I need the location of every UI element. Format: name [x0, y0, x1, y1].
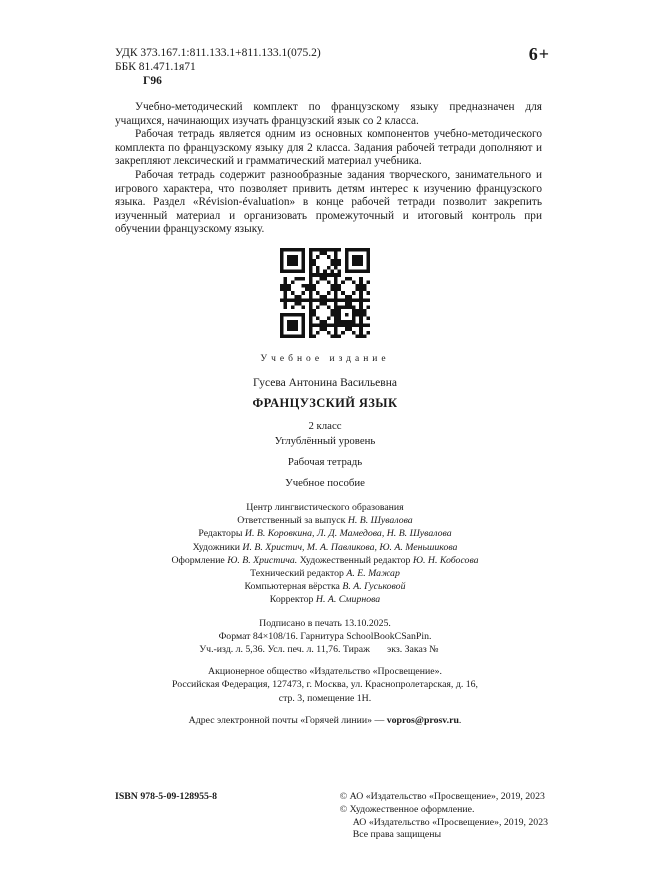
age-rating-badge: 6+ — [528, 44, 550, 64]
credits-block — [0, 501, 650, 607]
text-line: Акционерное общество «Издательство «Просвещение». — [208, 666, 442, 678]
bibliographic-codes — [0, 0, 650, 88]
qr-code-wrap — [0, 248, 650, 343]
text-line: стр. 3, помещение 1Н. — [278, 692, 372, 704]
annotation-paragraph: Учебно-методический комплект по французскому языку предназначен для учащихся, начинающих изучать французский язык со 2 класса. — [115, 101, 542, 127]
isbn: ISBN 978-5-09-128955-8 — [115, 791, 218, 802]
subtitle-block — [0, 420, 650, 489]
edition-type-label: Учебное издание — [260, 353, 390, 364]
text-line: Корректор Н. А. Смирнова — [269, 594, 381, 606]
author-sign-code: Г96 — [143, 75, 162, 87]
copyright-block — [340, 791, 548, 842]
copyright-line: Все права защищены — [352, 829, 442, 841]
text-line: Редакторы И. В. Коровкина, Л. Д. Мамедова, Н. В. Шувалова — [198, 528, 452, 540]
copyright-line: © Художественное оформление. — [339, 803, 475, 815]
text-line: Ответственный за выпуск Н. В. Шувалова — [237, 515, 413, 527]
subtitle-workbook: Рабочая тетрадь — [287, 455, 363, 468]
qr-code-icon — [280, 248, 370, 338]
annotation-paragraph: Рабочая тетрадь содержит разнообразные задания творческого, занимательного и игрового характера, что позволяет привить детям интерес к изучению французского языка. Раздел «Révision-évaluation» в конце рабочей тетради позволит закрепить изученный материал и организовать промежуточный и итоговый контроль при обучении французскому языку. — [115, 168, 542, 236]
text-line: Компьютерная вёрстка В. А. Гуськовой — [244, 581, 406, 593]
annotation-paragraph: Рабочая тетрадь является одним из основных компонентов учебно-методического комплекта по французскому языку для 2 класса. Задания рабочей тетради дополняют и закрепляют лексический и грамматический материал учебника. — [115, 128, 542, 168]
text-line: Адрес электронной почты «Горячей линии» — vopros@prosv.ru. — [188, 714, 462, 726]
imprint-block — [0, 617, 650, 727]
subtitle-grade: 2 класс — [308, 419, 342, 432]
text-line: Уч.-изд. л. 5,36. Усл. печ. л. 11,76. Тираж экз. Заказ № — [199, 643, 451, 655]
footer — [115, 791, 548, 842]
subtitle-level: Углублённый уровень — [274, 434, 376, 447]
subtitle-edition-kind: Учебное пособие — [285, 476, 365, 489]
text-line: Формат 84×108/16. Гарнитура SchoolBookCSanPin. — [218, 630, 432, 642]
copyright-line: © АО «Издательство «Просвещение», 2019, 2023 — [339, 791, 545, 802]
bbk-line: ББК 81.471.1я71 — [115, 61, 196, 73]
text-line: Подписано в печать 13.10.2025. — [259, 617, 391, 629]
copyright-line: АО «Издательство «Просвещение», 2019, 2023 — [352, 816, 548, 828]
text-line: Оформление Ю. В. Христича. Художественный редактор Ю. Н. Кобосова — [171, 554, 479, 566]
text-line: Центр лингвистического образования — [246, 501, 404, 513]
annotation-block — [115, 101, 542, 237]
udk-line: УДК 373.167.1:811.133.1+811.133.1(075.2) — [115, 47, 321, 59]
text-line: Художники И. В. Христич, М. А. Павликова, Ю. А. Меньшикова — [192, 541, 458, 553]
book-title: ФРАНЦУЗСКИЙ ЯЗЫК — [252, 395, 398, 410]
text-line: Технический редактор А. Е. Мажар — [250, 567, 400, 579]
text-line: Российская Федерация, 127473, г. Москва, ул. Краснопролетарская, д. 16, — [172, 679, 478, 691]
author-name: Гусева Антонина Васильевна — [253, 376, 397, 389]
